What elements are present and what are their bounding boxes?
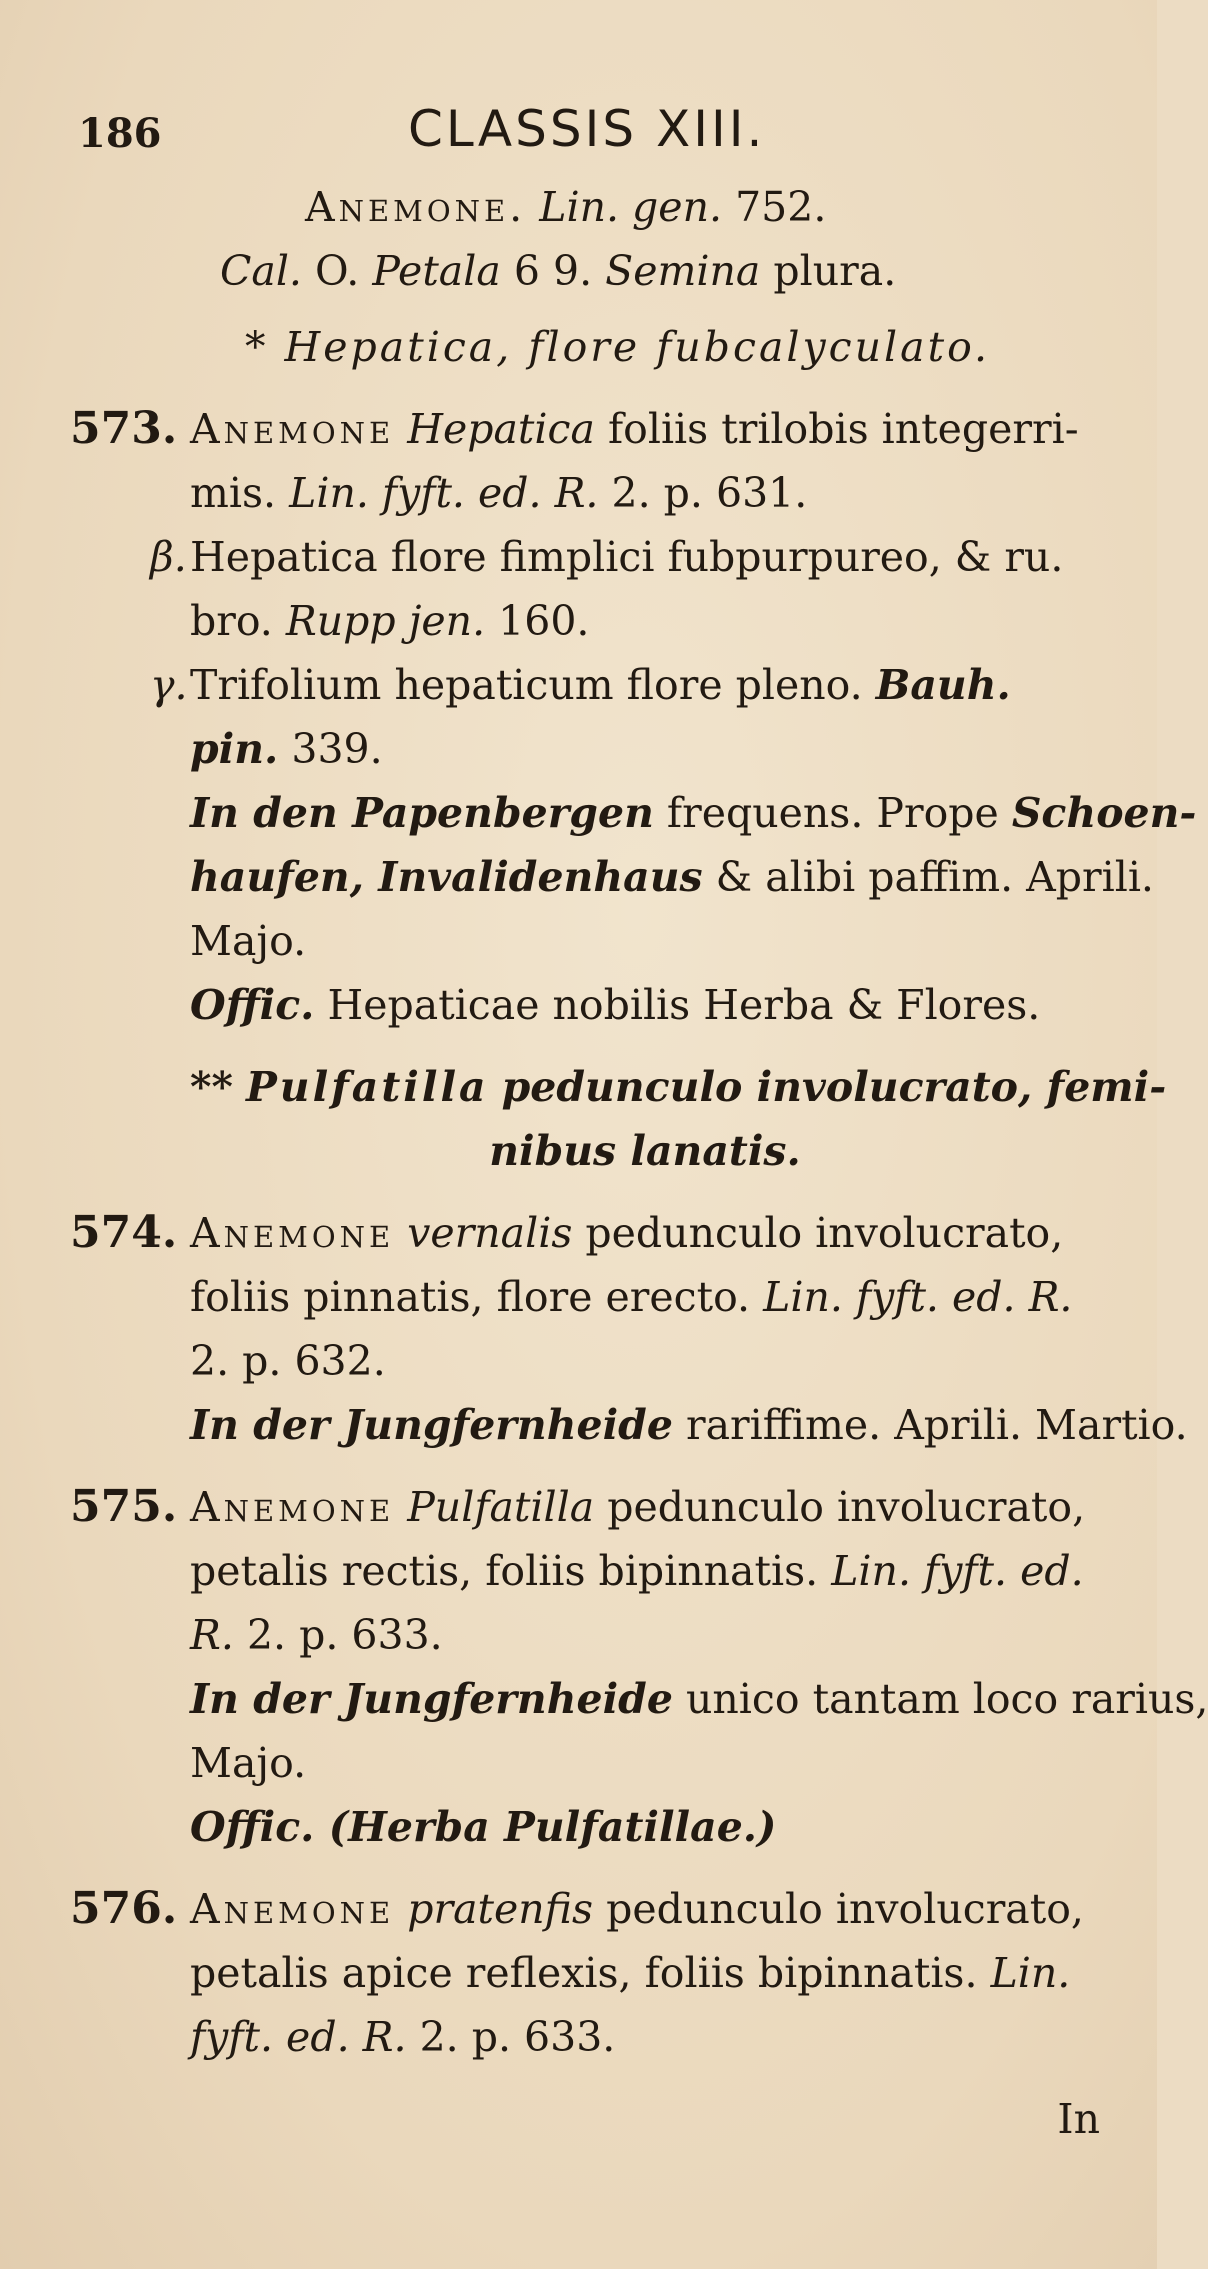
species-575: 575. Anemone Pulfatilla pedunculo involucrato, (190, 1475, 1100, 1539)
page-number: 186 (78, 110, 162, 157)
species-574: 574. Anemone vernalis pedunculo involucrato, (190, 1201, 1100, 1265)
page-header (78, 100, 1097, 160)
officinal-575: Offic. (Herba Pulfatillae.) (190, 1803, 777, 1851)
genus-heading: Anemone. Lin. gen. 752. (305, 183, 827, 231)
section-heading-hepatica: * Hepatica, flore fubcalyculato. (245, 323, 991, 371)
officinal-573: Offic. Hepaticae nobilis Herba & Flores. (190, 981, 1041, 1029)
section-heading-pulsatilla: ** Pulfatilla pedunculo involucrato, femi- (190, 1063, 1167, 1111)
species-number: 576. (70, 1883, 178, 1934)
variety-beta: β.Hepatica flore fimplici fubpurpureo, & ru. (150, 533, 1064, 581)
species-573: 573. Anemone Hepatica foliis trilobis integerri- (190, 397, 1100, 461)
species-number: 573. (70, 403, 178, 454)
species-576: 576. Anemone pratenfis pedunculo involucrato, (190, 1877, 1100, 1941)
running-title: CLASSIS XIII. (408, 100, 766, 158)
habitat-575: In der Jungfernheide unico tantam loco rarius, (190, 1675, 1208, 1723)
catchword: In (1057, 2095, 1100, 2143)
variety-gamma: γ.Trifolium hepaticum flore pleno. Bauh. (150, 661, 1011, 709)
page-body: Anemone. Lin. gen. 752. Cal. O. Petala 6 9. Semina plura. * Hepatica, flore fubcalyculato. 573. Anemone Hepatica foliis trilobis integerri- mis. Lin. fyft. ed. R. 2. p. 631. β.Hepatica flore fimplici fubpurpureo, & ru. bro. Rupp jen. 160. γ.Trifolium hepaticum flore pleno. Bauh. pin. 339. In den Papenbergen frequens. Prope Schoen- haufen, Invalidenhaus & alibi paffim. Aprili. Majo. Offic. Hepaticae nobilis Herba & Flores. ** Pulfatilla pedunculo involucrato, femi- nibus lanatis. 574. Anemone vernalis pedunculo involucrato, foliis pinnatis, flore erecto. Lin. fyft. ed. R. 2. p. 632. In der Jungfernheide rariffime. Aprili. Martio. 575. Anemone Pulfatilla pedunculo involucrato, petalis rectis, foliis bipinnatis. Lin. fyft. ed. R. 2. p. 633. In der Jungfernheide unico tantam loco rarius, Majo. Offic. (Herba Pulfatillae.) 576. Anemone pratenfis pedunculo involucrato, petalis apice reflexis, foliis bipinnatis. Lin. fyft. ed. R. 2. p. 633. In (190, 175, 1100, 2151)
species-number: 575. (70, 1481, 178, 1532)
habitat-574: In der Jungfernheide rariffime. Aprili. Martio. (190, 1401, 1188, 1449)
species-number: 574. (70, 1207, 178, 1258)
calyx-line: Cal. O. Petala 6 9. Semina plura. (220, 247, 897, 295)
habitat-573: In den Papenbergen frequens. Prope Schoen- (190, 789, 1197, 837)
